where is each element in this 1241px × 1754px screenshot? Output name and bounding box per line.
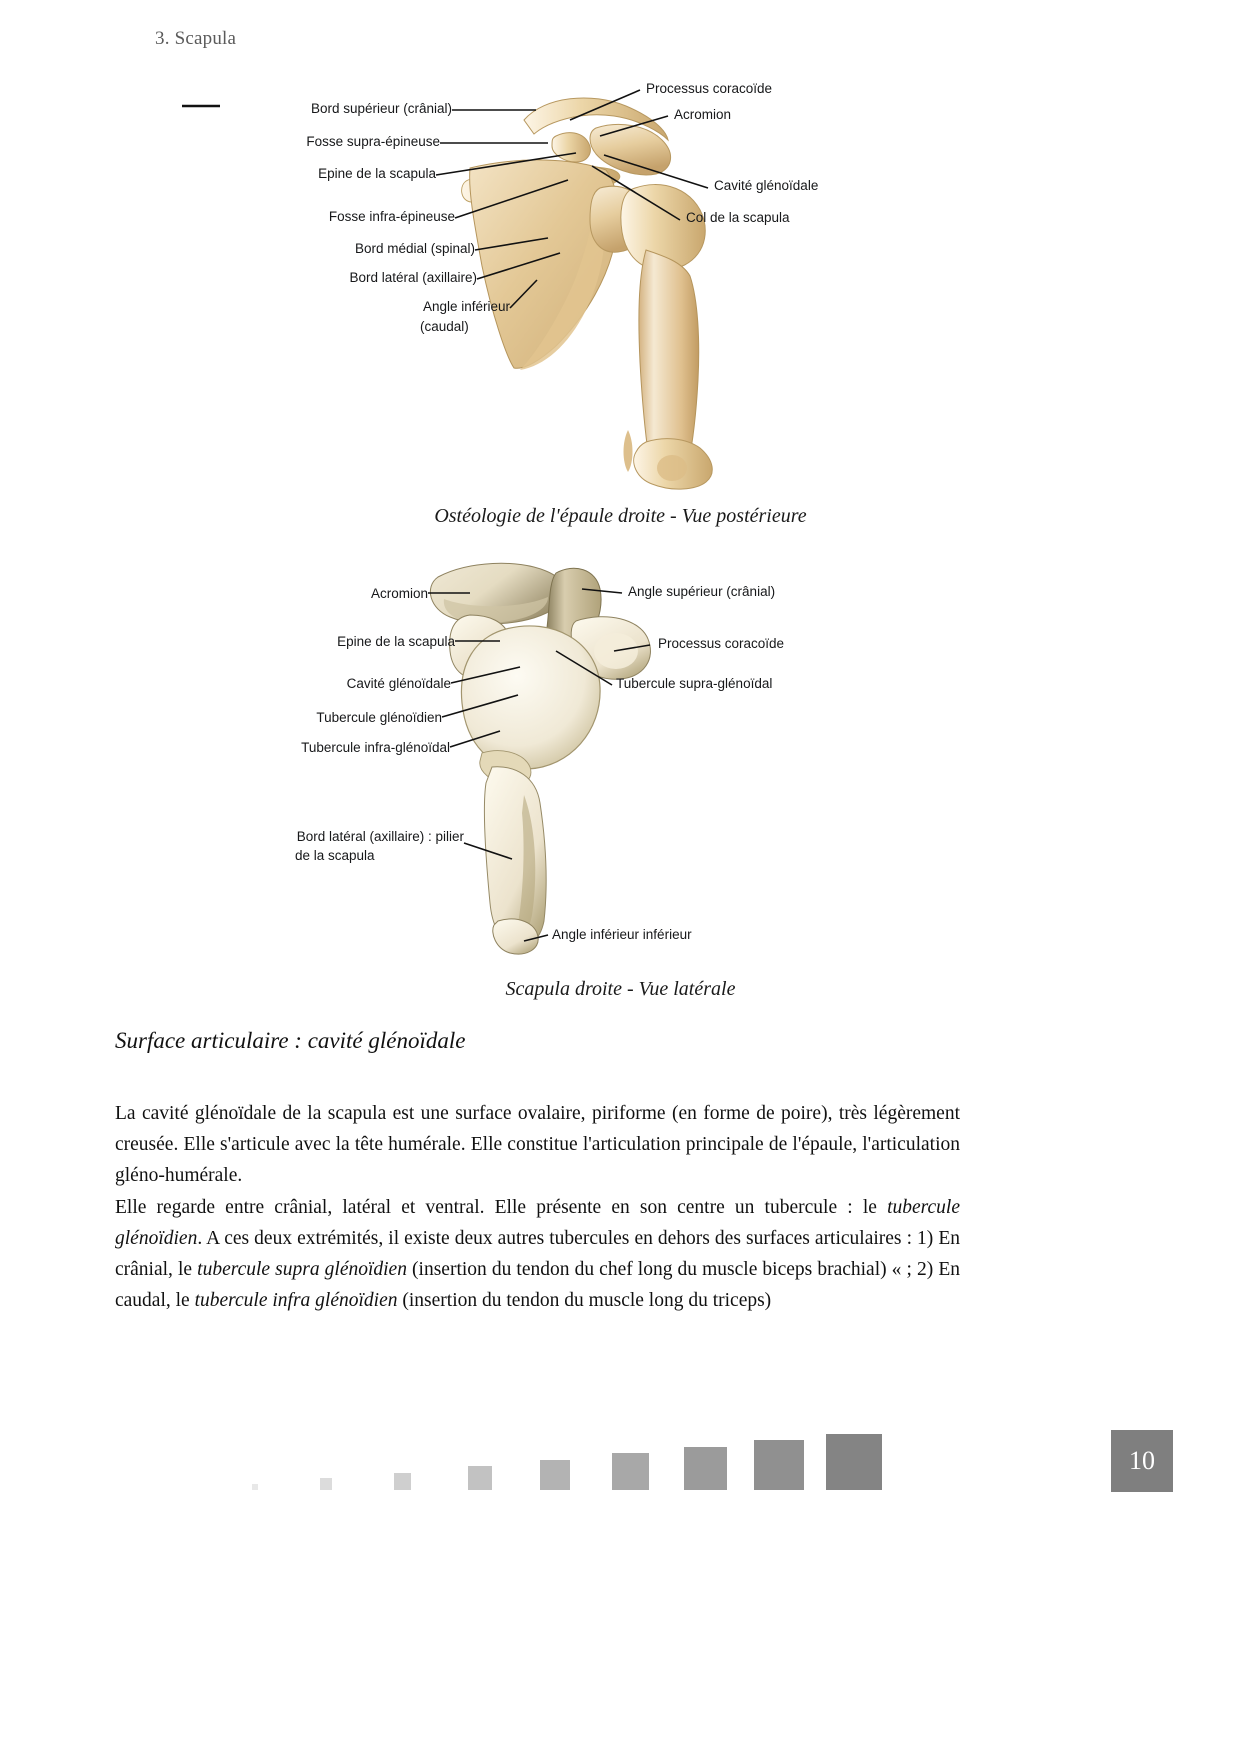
- lateral-illustration: [0, 555, 1241, 975]
- label-tubercule-supra-glenoidal: Tubercule supra-glénoïdal: [616, 676, 773, 691]
- para2-seg2: . A ces deux extrémités, il existe deux autres tubercules en dehors des surfaces articulaires : 1) En crânial, le: [115, 1227, 960, 1280]
- label-processus-coracoide: Processus coracoïde: [646, 81, 773, 96]
- label-epine-scapula: Epine de la scapula: [318, 166, 436, 181]
- label-bord-lateral-pilier-line2: de la scapula: [295, 848, 375, 863]
- figure-lateral-canvas: [0, 555, 1241, 975]
- figure-scapula-lateral: [0, 555, 1241, 975]
- term-tubercule-infra-glenoidien: tubercule infra glénoïdien: [194, 1289, 398, 1311]
- label-angle-superieur: Angle supérieur (crânial): [628, 584, 776, 599]
- label-fosse-supra-epineuse: Fosse supra-épineuse: [306, 134, 440, 149]
- footer-square-5: [612, 1453, 649, 1490]
- label-tubercule-infra-glenoidal: Tubercule infra-glénoïdal: [301, 740, 450, 755]
- footer-square-0: [252, 1484, 258, 1490]
- label-col-scapula: Col de la scapula: [686, 210, 790, 225]
- footer-square-6: [684, 1447, 727, 1490]
- label-bord-lateral: Bord latéral (axillaire): [349, 270, 477, 285]
- label-cavite-glenoidale: Cavité glénoïdale: [714, 178, 819, 193]
- label-angle-inferieur-inferieur: Angle inférieur inférieur: [552, 927, 692, 942]
- page-number-badge: 10: [1111, 1430, 1173, 1492]
- para2-seg4: (insertion du tendon du muscle long du triceps): [397, 1289, 772, 1311]
- label-bord-medial: Bord médial (spinal): [354, 241, 475, 256]
- para2-seg1: Elle regarde entre crânial, latéral et ventral. Elle présente en son centre un tubercule : le: [115, 1196, 888, 1218]
- page-header: 3. Scapula: [155, 28, 237, 49]
- label-angle-inferieur-caudal: (caudal): [420, 319, 469, 334]
- label-lat-epine-scapula: Epine de la scapula: [337, 634, 455, 649]
- label-fosse-infra-epineuse: Fosse infra-épineuse: [328, 209, 455, 224]
- footer-square-4: [540, 1460, 570, 1490]
- label-bord-superieur: Bord supérieur (crânial): [310, 101, 452, 116]
- section-title: Surface articulaire : cavité glénoïdale: [115, 1028, 466, 1053]
- label-lat-acromion: Acromion: [370, 586, 428, 601]
- caption-figure-lateral: Scapula droite - Vue latérale: [505, 978, 736, 1000]
- label-bord-lateral-pilier: Bord latéral (axillaire) : pilier: [296, 829, 464, 844]
- footer-square-8: [826, 1434, 882, 1490]
- label-lat-processus-coracoide: Processus coracoïde: [658, 636, 785, 651]
- label-acromion: Acromion: [674, 107, 732, 122]
- caption-figure-posterior: Ostéologie de l'épaule droite - Vue postérieure: [434, 505, 807, 527]
- footer-decoration: [0, 1420, 1241, 1490]
- paragraph-orientation: [115, 1192, 960, 1316]
- term-tubercule-glenoidien: tubercule glénoïdien: [115, 1196, 960, 1249]
- footer-square-1: [320, 1478, 332, 1490]
- figure-shoulder-posterior: [0, 70, 1241, 520]
- label-lat-cavite-glenoidale: Cavité glénoïdale: [346, 676, 451, 691]
- para2-seg3: (insertion du tendon du chef long du muscle biceps brachial) « ; 2) En caudal, le: [115, 1258, 960, 1311]
- term-tubercule-supra-glenoidien: tubercule supra glénoïdien: [197, 1258, 407, 1280]
- label-tubercule-glenoidien: Tubercule glénoïdien: [316, 710, 442, 725]
- footer-square-7: [754, 1440, 804, 1490]
- footer-square-3: [468, 1466, 492, 1490]
- label-angle-inferieur: Angle inférieur: [422, 299, 510, 314]
- footer-square-2: [394, 1473, 411, 1490]
- paragraph-definition: La cavité glénoïdale de la scapula est une surface ovalaire, piriforme (en forme de poire), très légèrement creusée. Elle s'articule avec la tête humérale. Elle constitue l'articulation principale de l'épaule, l'articulation gléno-humérale.: [115, 1102, 960, 1186]
